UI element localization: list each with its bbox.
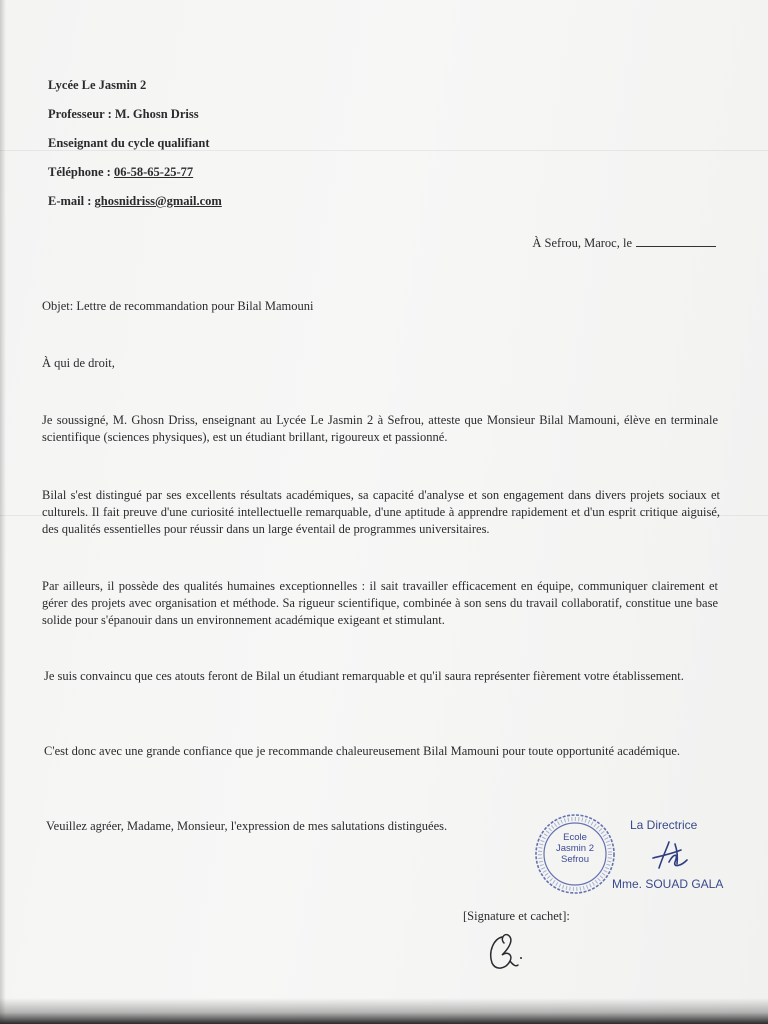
closing-formula: Veuillez agréer, Madame, Monsieur, l'expression de mes salutations distinguées. <box>46 819 448 833</box>
director-title: La Directrice <box>630 818 698 832</box>
date-place: À Sefrou, Maroc, le <box>532 236 632 250</box>
phone-number: 06-58-65-25-77 <box>113 165 194 179</box>
director-signature-icon <box>645 838 691 874</box>
date-blank-field <box>636 236 716 247</box>
school-name: Lycée Le Jasmin 2 <box>48 78 147 92</box>
stamp-line-2: Jasmin 2 <box>555 843 594 854</box>
body-paragraph-2: Bilal s'est distingué par ses excellents résultats académiques, sa capacité d'analyse et son engagement dans divers projets sociaux et culturels. Il fait preuve d'une curiosité intellectuelle remarquable, d'une aptitude à apprendre rapidement et d'un esprit critique aiguisé, des qualités essentielles pour réussir dans un large éventail de programmes universitaires. <box>42 488 720 536</box>
body-paragraph-4: Je suis convaincu que ces atouts feront de Bilal un étudiant remarquable et qu'il saura représenter fièrement votre établissement. <box>44 669 684 683</box>
page-bottom-edge <box>0 998 768 1024</box>
stamp-line-3: Sefrou <box>561 854 589 865</box>
letter-subject: Objet: Lettre de recommandation pour Bilal Mamouni <box>42 299 314 313</box>
teacher-signature-icon <box>480 925 530 975</box>
email-label: E-mail : <box>48 194 95 208</box>
email-line <box>48 193 222 209</box>
director-name: Mme. SOUAD GALA <box>612 877 724 891</box>
body-paragraph-3: Par ailleurs, il possède des qualités humaines exceptionnelles : il sait travailler efficacement en équipe, communiquer clairement et gérer des projets avec organisation et méthode. Sa rigueur scientifique, combinée à son sens du travail collaboratif, constitue une base solide pour s'épanouir dans un environnement académique exigeant et stimulant. <box>42 579 718 627</box>
stamp-line-1: Ecole <box>563 832 587 843</box>
page-left-edge-shadow <box>0 0 6 1024</box>
sender-block <box>48 77 222 222</box>
body-paragraph-5: C'est donc avec une grande confiance que je recommande chaleureusement Bilal Mamouni pour toute opportunité académique. <box>44 744 681 758</box>
teacher-role: Enseignant du cycle qualifiant <box>48 136 210 150</box>
phone-label: Téléphone : <box>48 165 114 179</box>
teacher-name: Professeur : M. Ghosn Driss <box>48 107 199 121</box>
letter-greeting: À qui de droit, <box>42 356 115 370</box>
date-line <box>532 236 716 251</box>
email-address: ghosnidriss@gmail.com <box>94 194 222 208</box>
body-paragraph-1: Je soussigné, M. Ghosn Driss, enseignant au Lycée Le Jasmin 2 à Sefrou, atteste que Monsieur Bilal Mamouni, élève en terminale scientifique (sciences physiques), est un étudiant brillant, rigoureux et passionné. <box>42 413 718 444</box>
signature-label: [Signature et cachet]: <box>463 909 570 923</box>
phone-line <box>48 164 222 180</box>
stamp-text <box>551 832 599 865</box>
